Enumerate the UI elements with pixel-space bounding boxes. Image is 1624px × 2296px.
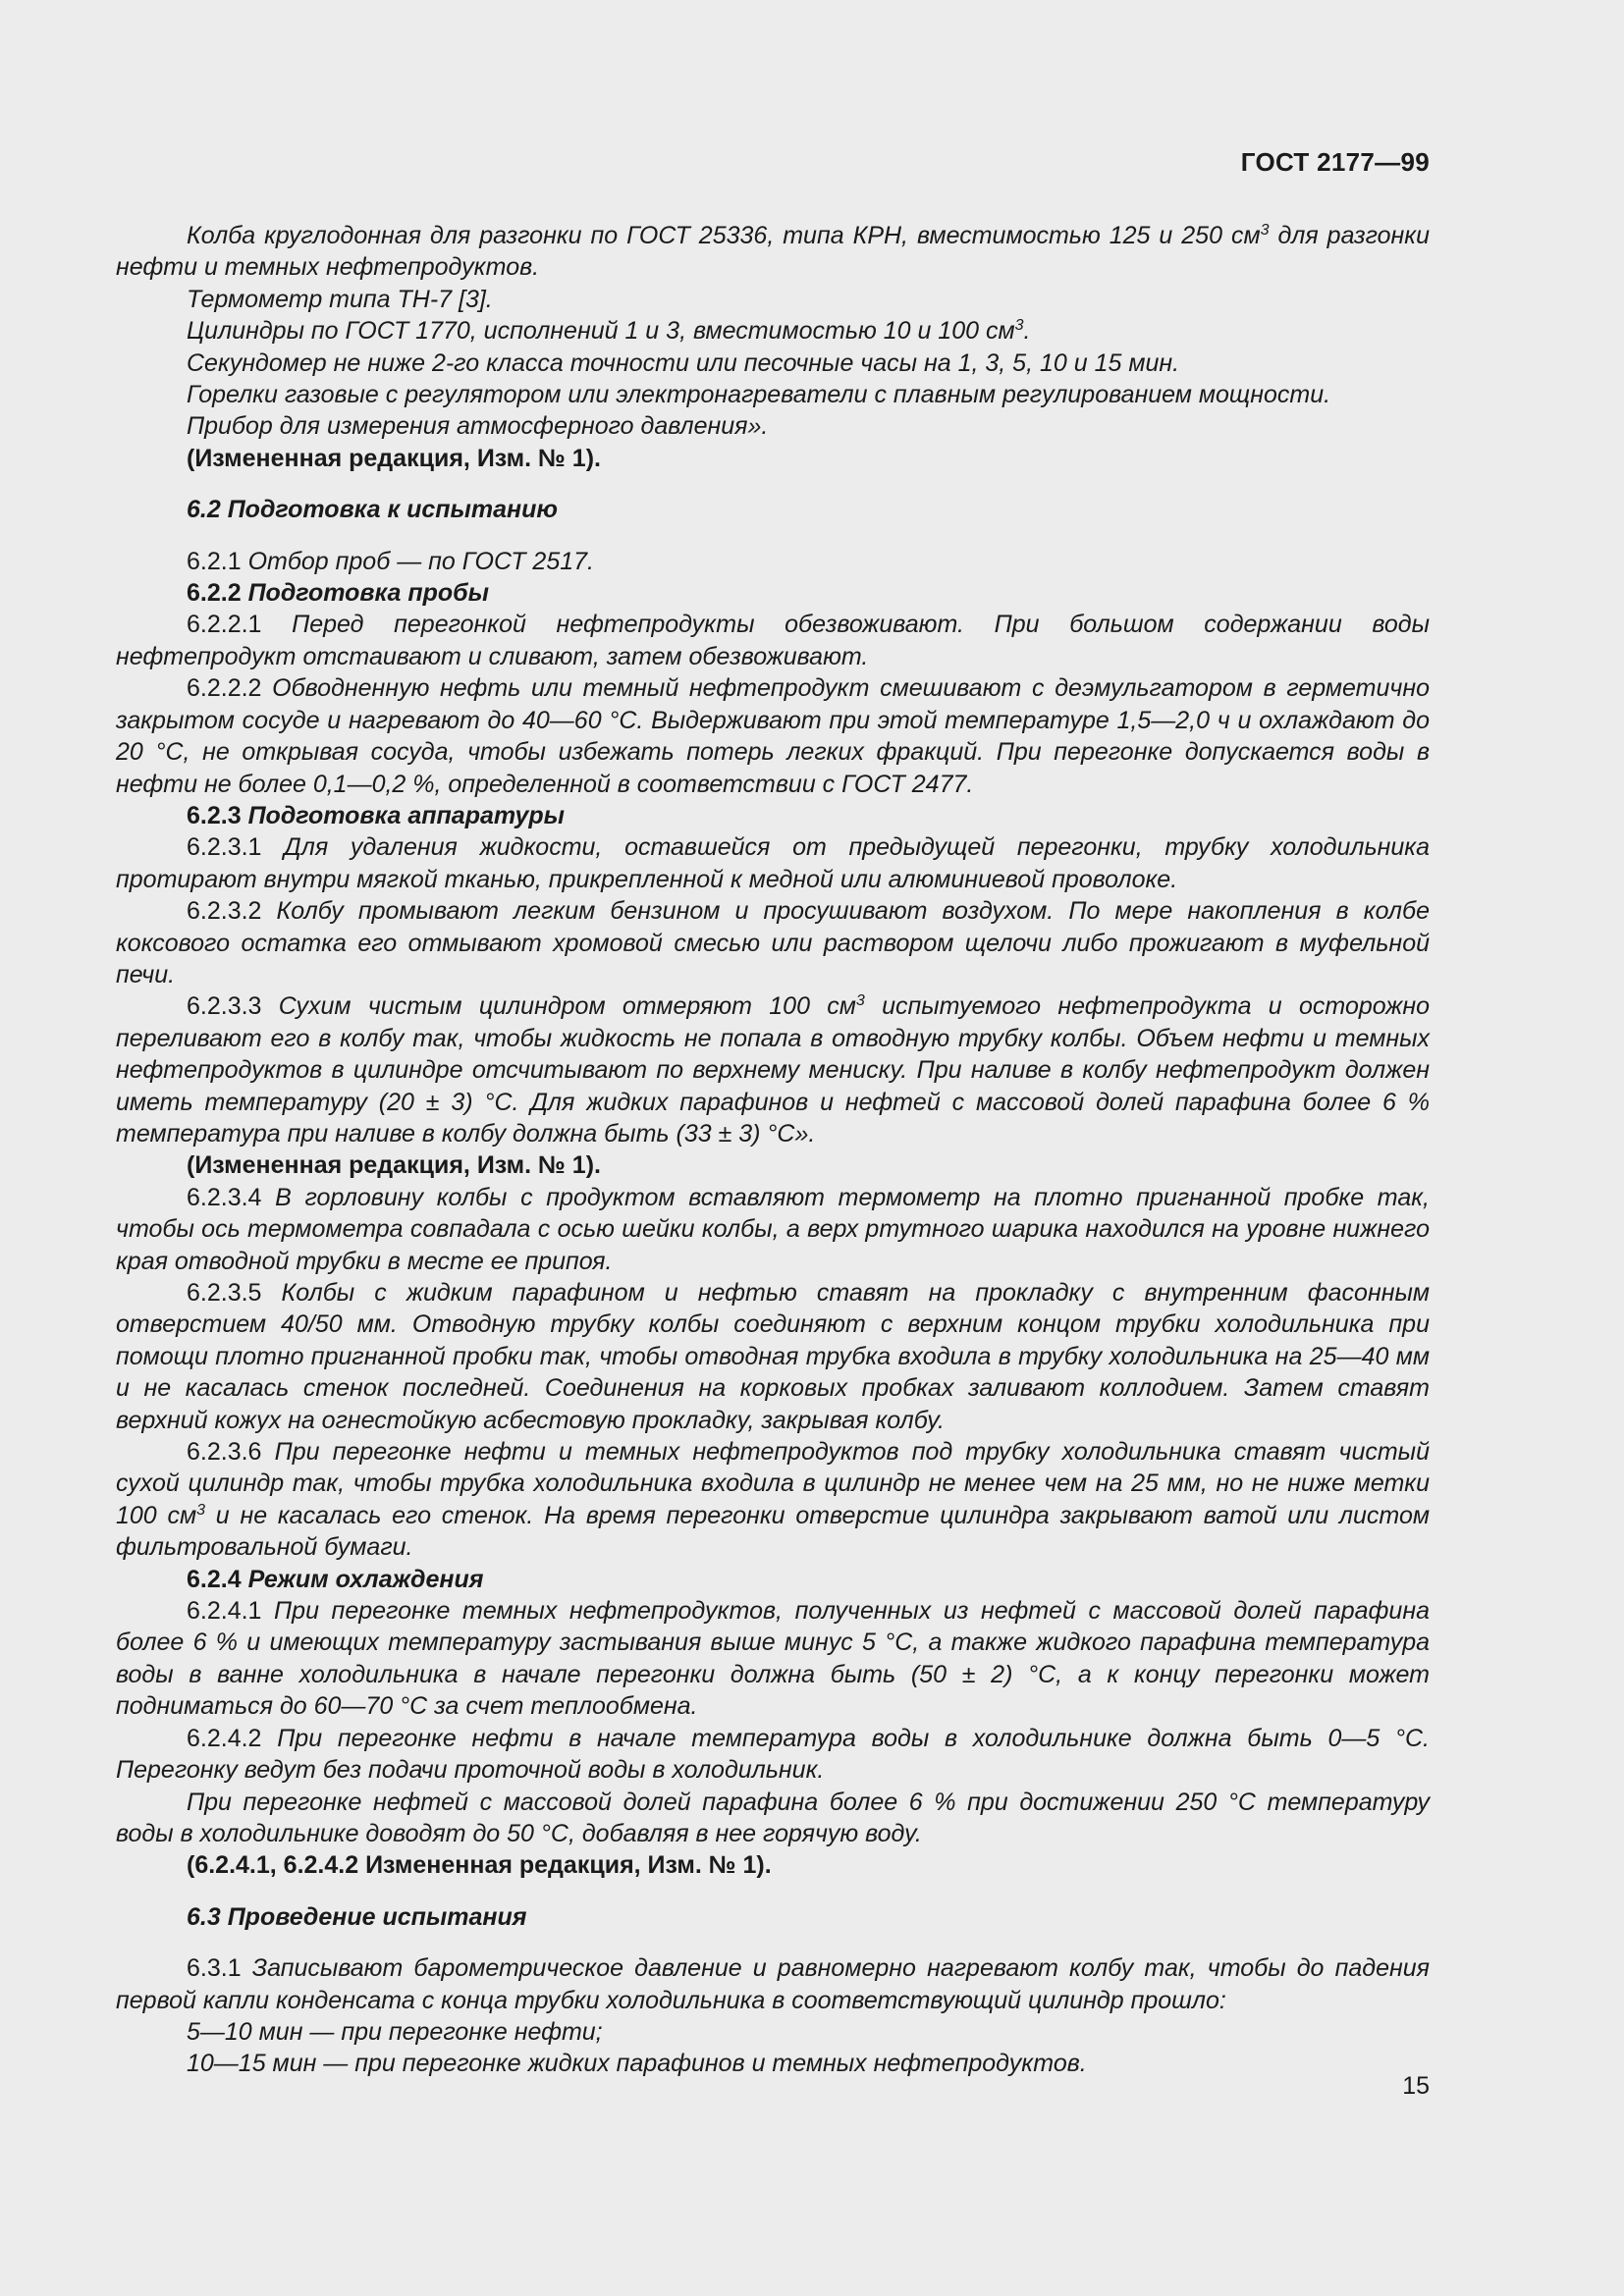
- clause-number: 6.2.4.1: [187, 1597, 275, 1626]
- paragraph: [116, 410, 1430, 442]
- numbered-paragraph: [116, 1436, 1430, 1564]
- page-number: 15: [1402, 2072, 1430, 2100]
- paragraph: [116, 315, 1430, 347]
- clause-number: 6.2.4.2: [187, 1724, 278, 1752]
- text-run: и не касалась его стенок. На время перегонки отверстие цилиндра закрывают ватой или листом фильтровальной бумаги.: [116, 1501, 1430, 1562]
- subsection-heading: [116, 577, 1430, 609]
- subsection-heading: [116, 800, 1430, 831]
- document-body: [116, 220, 1430, 2080]
- clause-number: 6.2.2.2: [187, 674, 273, 703]
- numbered-paragraph: [116, 1595, 1430, 1723]
- numbered-paragraph: [116, 1182, 1430, 1277]
- numbered-paragraph: [116, 609, 1430, 672]
- text-run: Прибор для измерения атмосферного давления».: [187, 412, 769, 441]
- subsection-heading: [116, 1564, 1430, 1595]
- superscript: 3: [1260, 222, 1270, 239]
- clause-number: 6.2.3: [187, 801, 248, 829]
- text-run: В горловину колбы с продуктом вставляют термометр на плотно пригнанной пробке так, чтобы ось термометра совпадала с осью шейки колбы, а верх ртутного шарика находился на уровне нижнего края отводной трубки в месте ее припоя.: [116, 1183, 1430, 1275]
- text-run: При перегонке нефти и темных нефтепродуктов под трубку холодильника ставят чистый сухой цилиндр так, чтобы трубка холодильника входила в цилиндр не менее чем на 25 мм, но не ниже метки 100 см: [116, 1438, 1430, 1529]
- clause-number: 6.2.3.5: [187, 1279, 282, 1307]
- numbered-paragraph: [116, 831, 1430, 895]
- clause-number: 6.2.4: [187, 1565, 248, 1593]
- text-run: Термометр типа ТН-7 [3].: [187, 285, 493, 313]
- text-run: Записывают барометрическое давление и равномерно нагревают колбу так, чтобы до падения первой капли конденсата с конца трубки холодильника в соответствующий цилиндр прошло:: [116, 1954, 1430, 2014]
- amendment-note: [116, 443, 1430, 474]
- clause-number: 6.2.3.1: [187, 833, 285, 862]
- text-run: (6.2.4.1, 6.2.4.2 Измененная редакция, Изм. № 1).: [187, 1851, 772, 1880]
- numbered-paragraph: [116, 546, 1430, 577]
- text-run: При перегонке нефтей с массовой долей парафина более 6 % при достижении 250 °С температуру воды в холодильнике доводят до 50 °С, добавляя в нее горячую воду.: [116, 1788, 1430, 1847]
- numbered-paragraph: [116, 1277, 1430, 1436]
- superscript: 3: [855, 992, 865, 1010]
- text-run: Колба круглодонная для разгонки по ГОСТ 25336, типа КРН, вместимостью 125 и 250 см: [187, 222, 1261, 249]
- text-run: Подготовка аппаратуры: [247, 801, 566, 829]
- numbered-paragraph: [116, 895, 1430, 990]
- paragraph: [116, 284, 1430, 315]
- text-run: Секундомер не ниже 2-го класса точности или песочные часы на 1, 3, 5, 10 и 15 мин.: [187, 348, 1180, 377]
- text-run: (Измененная редакция, Изм. № 1).: [187, 1151, 601, 1180]
- text-run: Для удаления жидкости, оставшейся от предыдущей перегонки, трубку холодильника протирают внутри мягкой тканью, прикрепленной к медной или алюминиевой проволоке.: [116, 833, 1430, 893]
- amendment-note: [116, 1849, 1430, 1881]
- text-run: Цилиндры по ГОСТ 1770, исполнений 1 и 3, вместимостью 10 и 100 см: [187, 317, 1015, 346]
- clause-number: 6.2.3.4: [187, 1183, 276, 1211]
- section-heading: [116, 494, 1430, 525]
- text-run: Перед перегонкой нефтепродукты обезвоживают. При большом содержании воды нефтепродукт отстаивают и сливают, затем обезвоживают.: [116, 611, 1430, 670]
- clause-number: 6.2.3.3: [187, 992, 279, 1021]
- amendment-note: [116, 1149, 1430, 1181]
- text-run: .: [1023, 317, 1031, 346]
- numbered-paragraph: [116, 1723, 1430, 1787]
- text-run: 10—15 мин — при перегонке жидких парафинов и темных нефтепродуктов.: [187, 2050, 1087, 2078]
- text-run: Колбы с жидким парафином и нефтью ставят на прокладку с внутренним фасонным отверстием 40/50 мм. Отводную трубку колбы соединяют с верхним концом трубки холодильника при помощи плотно пригнанной пробки так, чтобы отводная трубка входила в трубку холодильника на 25—40 мм и не касалась стенок последней. Соединения на корковых пробках заливают коллодием. Затем ставят верхний кожух на огнестойкую асбестовую прокладку, закрывая колбу.: [116, 1279, 1430, 1434]
- clause-number: 6.2.3.6: [187, 1438, 275, 1467]
- text-run: (Измененная редакция, Изм. № 1).: [187, 444, 601, 472]
- clause-number: 6.2.3.2: [187, 897, 277, 926]
- text-run: Горелки газовые с регулятором или электронагреватели с плавным регулированием мощности.: [187, 381, 1331, 409]
- text-run: Отбор проб — по ГОСТ 2517.: [247, 547, 594, 575]
- numbered-paragraph: [116, 990, 1430, 1149]
- text-run: При перегонке нефти в начале температура воды в холодильнике должна быть 0—5 °С. Перегонку ведут без подачи проточной воды в холодильник.: [116, 1724, 1430, 1785]
- paragraph: [116, 379, 1430, 410]
- paragraph: [116, 1787, 1430, 1850]
- clause-number: 6.2.2: [187, 579, 248, 608]
- superscript: 3: [1014, 317, 1024, 335]
- text-run: Обводненную нефть или темный нефтепродукт смешивают с деэмульгатором в герметично закрытом сосуде и нагревают до 40—60 °С. Выдерживают при этой температуре 1,5—2,0 ч и охлаждают до 20 °С, не открывая сосуда, чтобы избежать потерь легких фракций. При перегонке допускается воды в нефти не более 0,1—0,2 %, определенной в соответствии с ГОСТ 2477.: [116, 674, 1430, 798]
- text-run: При перегонке темных нефтепродуктов, полученных из нефтей с массовой долей парафина более 6 % и имеющих температуру застывания выше минус 5 °С, а также жидкого парафина температура воды в ванне холодильника в начале перегонки должна быть (50 ± 2) °С, а к концу перегонки может подниматься до 60—70 °С за счет теплообмена.: [116, 1597, 1430, 1721]
- document-header: ГОСТ 2177—99: [1240, 147, 1430, 177]
- superscript: 3: [196, 1501, 206, 1519]
- paragraph: [116, 2048, 1430, 2079]
- numbered-paragraph: [116, 1952, 1430, 2016]
- clause-number: 6.3.1: [187, 1954, 252, 1983]
- section-heading: [116, 1901, 1430, 1933]
- clause-number: 6.2.2.1: [187, 611, 293, 639]
- paragraph: [116, 220, 1430, 284]
- paragraph: [116, 347, 1430, 379]
- clause-number: 6.2.1: [187, 547, 248, 575]
- text-run: 5—10 мин — при перегонке нефти;: [187, 2017, 603, 2046]
- text-run: Колбу промывают легким бензином и просушивают воздухом. По мере накопления в колбе коксового остатка его отмывают хромовой смесью или раствором щелочи либо прожигают в муфельной печи.: [116, 897, 1430, 988]
- text-run: Режим охлаждения: [247, 1565, 484, 1593]
- text-run: 6.3 Проведение испытания: [187, 1902, 527, 1931]
- text-run: 6.2 Подготовка к испытанию: [187, 496, 559, 524]
- text-run: испытуемого нефтепродукта и осторожно переливают его в колбу так, чтобы жидкость не попала в отводную трубку колбы. Объем нефти и темных нефтепродуктов в цилиндре отсчитывают по верхнему мениску. При наливе в колбу нефтепродукт должен иметь температуру (20 ± 3) °С. Для жидких парафинов и нефтей с массовой долей парафина более 6 % температура при наливе в колбу должна быть (33 ± 3) °С».: [116, 992, 1430, 1148]
- numbered-paragraph: [116, 672, 1430, 800]
- text-run: для разгонки нефти и темных нефтепродуктов.: [116, 222, 1430, 282]
- text-run: Сухим чистым цилиндром отмеряют 100 см: [278, 992, 856, 1021]
- text-run: Подготовка пробы: [247, 579, 489, 608]
- paragraph: [116, 2016, 1430, 2048]
